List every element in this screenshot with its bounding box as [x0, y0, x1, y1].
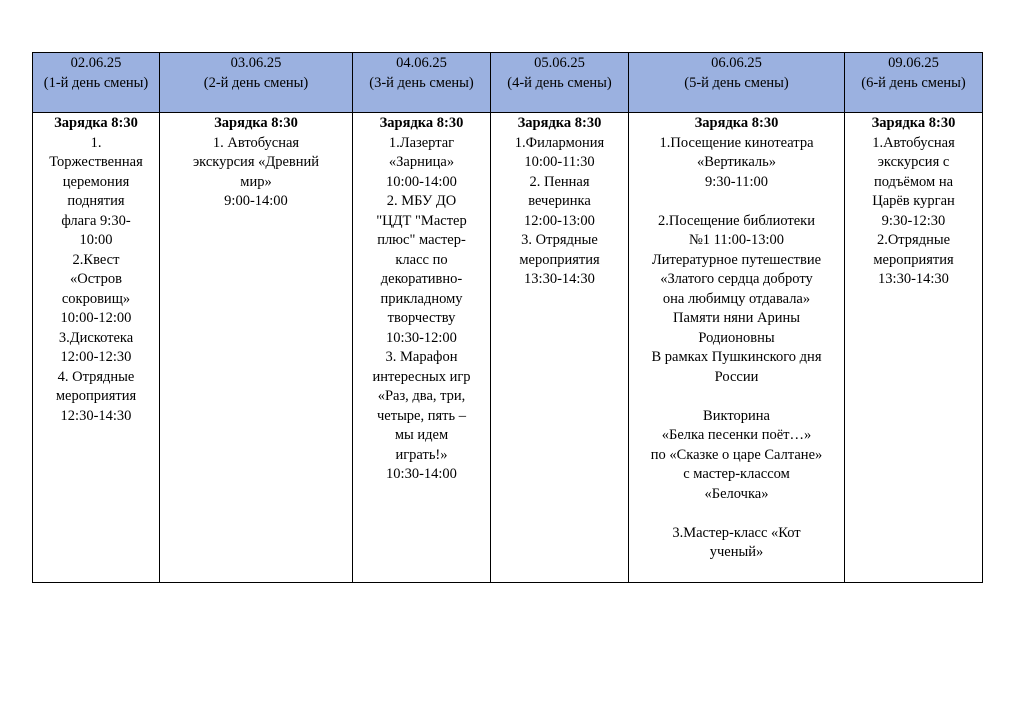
day-number-label: (5-й день смены): [684, 74, 789, 91]
day-header-cell: [491, 53, 629, 113]
day-date: 02.06.25: [70, 55, 122, 71]
activity-line: церемония: [62, 173, 130, 190]
activity-line: 3.Мастер-класс «Кот: [672, 524, 801, 541]
day-activities-cell: [845, 113, 983, 583]
activity-line: 1.Лазертаг: [388, 134, 455, 151]
activity-line: Викторина: [703, 407, 770, 424]
day-number-label: (1-й день смены): [43, 74, 149, 91]
activity-line: 10:30-14:00: [386, 466, 457, 482]
activity-line: 10:30-12:00: [386, 329, 457, 346]
activity-line: декоративно-: [380, 271, 463, 287]
activity-line: вечеринка: [528, 193, 591, 209]
header-row: [33, 53, 983, 113]
activity-line: 1.Автобусная: [872, 134, 955, 151]
activity-line: с мастер-классом: [683, 466, 790, 482]
activity-line: класс по: [395, 251, 448, 268]
activity-line: мероприятия: [873, 251, 954, 268]
day-header-cell: [353, 53, 491, 113]
day-date: 06.06.25: [711, 55, 762, 71]
activity-line: поднятия: [67, 193, 125, 209]
activity-line: «Златого сердца доброту: [660, 271, 813, 287]
activity-line: «Остров: [69, 271, 123, 287]
day-number-label: (3-й день смены): [369, 74, 474, 91]
activity-line: мероприятия: [519, 251, 600, 268]
day-date: 05.06.25: [534, 55, 585, 71]
day-activities-cell: [353, 113, 491, 583]
day-date: 09.06.25: [888, 55, 939, 71]
activity-line: "ЦДТ "Мастер: [376, 212, 467, 229]
activity-line: «Зарница»: [388, 154, 455, 170]
activity-line: творчеству: [387, 310, 456, 326]
activity-line: мы идем: [394, 427, 449, 443]
activity-line: 12:00-12:30: [60, 349, 132, 365]
activity-line: играть!»: [395, 446, 448, 463]
activity-line: Торжественная: [49, 154, 143, 170]
day-date: 03.06.25: [230, 55, 282, 71]
activity-line: флага 9:30-: [61, 212, 131, 229]
activity-line: 2.Отрядные: [876, 232, 951, 248]
activity-line: «Раз, два, три,: [377, 388, 466, 404]
activity-line: 2. МБУ ДО: [386, 193, 457, 209]
schedule-row: [33, 113, 983, 583]
activity-line: Памяти няни Арины: [672, 310, 801, 326]
activity-line: 1. Автобусная: [212, 134, 300, 151]
day-activities-cell: [629, 113, 845, 583]
activity-line: четыре, пять –: [377, 407, 466, 424]
activity-line: 9:30-12:30: [881, 212, 946, 229]
activity-line: 1.: [90, 134, 102, 151]
warmup-label: Зарядка 8:30: [694, 115, 779, 131]
activity-line: 13:30-14:30: [524, 271, 595, 287]
activity-line: 4. Отрядные: [57, 368, 135, 385]
activity-line: 9:30-11:00: [704, 173, 769, 190]
activity-line: «Белочка»: [704, 485, 769, 502]
day-header-cell: [33, 53, 160, 113]
activity-line: 2.Посещение библиотеки: [658, 212, 815, 229]
activity-line: 13:30-14:30: [878, 271, 949, 287]
activity-line: она любимцу отдавала»: [662, 290, 811, 307]
activity-line: Царёв курган: [872, 193, 955, 209]
activity-line: прикладному: [380, 290, 463, 307]
activity-line: мероприятия: [55, 388, 137, 404]
activity-line: «Вертикаль»: [697, 154, 776, 170]
activity-line: по «Сказке о царе Салтане»: [650, 446, 823, 463]
warmup-label: Зарядка 8:30: [54, 115, 138, 131]
activity-line: 10:00-14:00: [386, 173, 457, 190]
activity-line: России: [714, 368, 759, 385]
activity-line: 12:00-13:00: [524, 212, 595, 229]
activity-line: №1 11:00-13:00: [688, 232, 785, 248]
activity-line: 1.Филармония: [514, 134, 605, 151]
day-activities-cell: [491, 113, 629, 583]
schedule-table: [32, 52, 983, 583]
day-header-cell: [845, 53, 983, 113]
activity-line: 3. Отрядные: [521, 232, 598, 248]
activity-line: сокровищ»: [61, 290, 131, 307]
activity-line: 2. Пенная: [529, 173, 590, 190]
activity-line: мир»: [240, 173, 272, 190]
warmup-label: Зарядка 8:30: [517, 115, 602, 131]
activity-line: 1.Посещение кинотеатра: [659, 134, 814, 151]
day-activities-cell: [160, 113, 353, 583]
activity-line: экскурсия «Древний: [192, 154, 320, 170]
day-number-label: (4-й день смены): [507, 74, 612, 91]
day-date: 04.06.25: [396, 55, 447, 71]
activity-line: [632, 387, 841, 407]
warmup-label: Зарядка 8:30: [379, 115, 464, 131]
day-header-cell: [629, 53, 845, 113]
activity-line: Литературное путешествие: [651, 251, 822, 268]
day-number-label: (6-й день смены): [861, 74, 966, 91]
day-activities-cell: [33, 113, 160, 583]
activity-line: плюс" мастер-: [377, 232, 466, 248]
warmup-label: Зарядка 8:30: [214, 115, 298, 131]
day-number-label: (2-й день смены): [203, 74, 309, 91]
warmup-label: Зарядка 8:30: [871, 115, 956, 131]
activity-line: «Белка песенки поёт…»: [661, 427, 812, 443]
activity-line: ученый»: [709, 544, 764, 560]
activity-line: 3.Дискотека: [58, 329, 134, 346]
activity-line: [632, 192, 841, 212]
activity-line: [632, 504, 841, 524]
activity-line: 10:00: [79, 232, 113, 248]
activity-line: интересных игр: [372, 368, 471, 385]
activity-line: 10:00-11:30: [524, 154, 595, 170]
activity-line: 3. Марафон: [385, 349, 458, 365]
activity-line: экскурсия с: [877, 154, 950, 170]
activity-line: подъёмом на: [873, 173, 954, 190]
activity-line: В рамках Пушкинского дня: [651, 349, 822, 365]
activity-line: 12:30-14:30: [60, 407, 132, 424]
day-header-cell: [160, 53, 353, 113]
activity-line: Родионовны: [698, 329, 775, 346]
activity-line: 2.Квест: [72, 251, 120, 268]
activity-line: 9:00-14:00: [224, 193, 288, 209]
activity-line: 10:00-12:00: [60, 310, 132, 326]
